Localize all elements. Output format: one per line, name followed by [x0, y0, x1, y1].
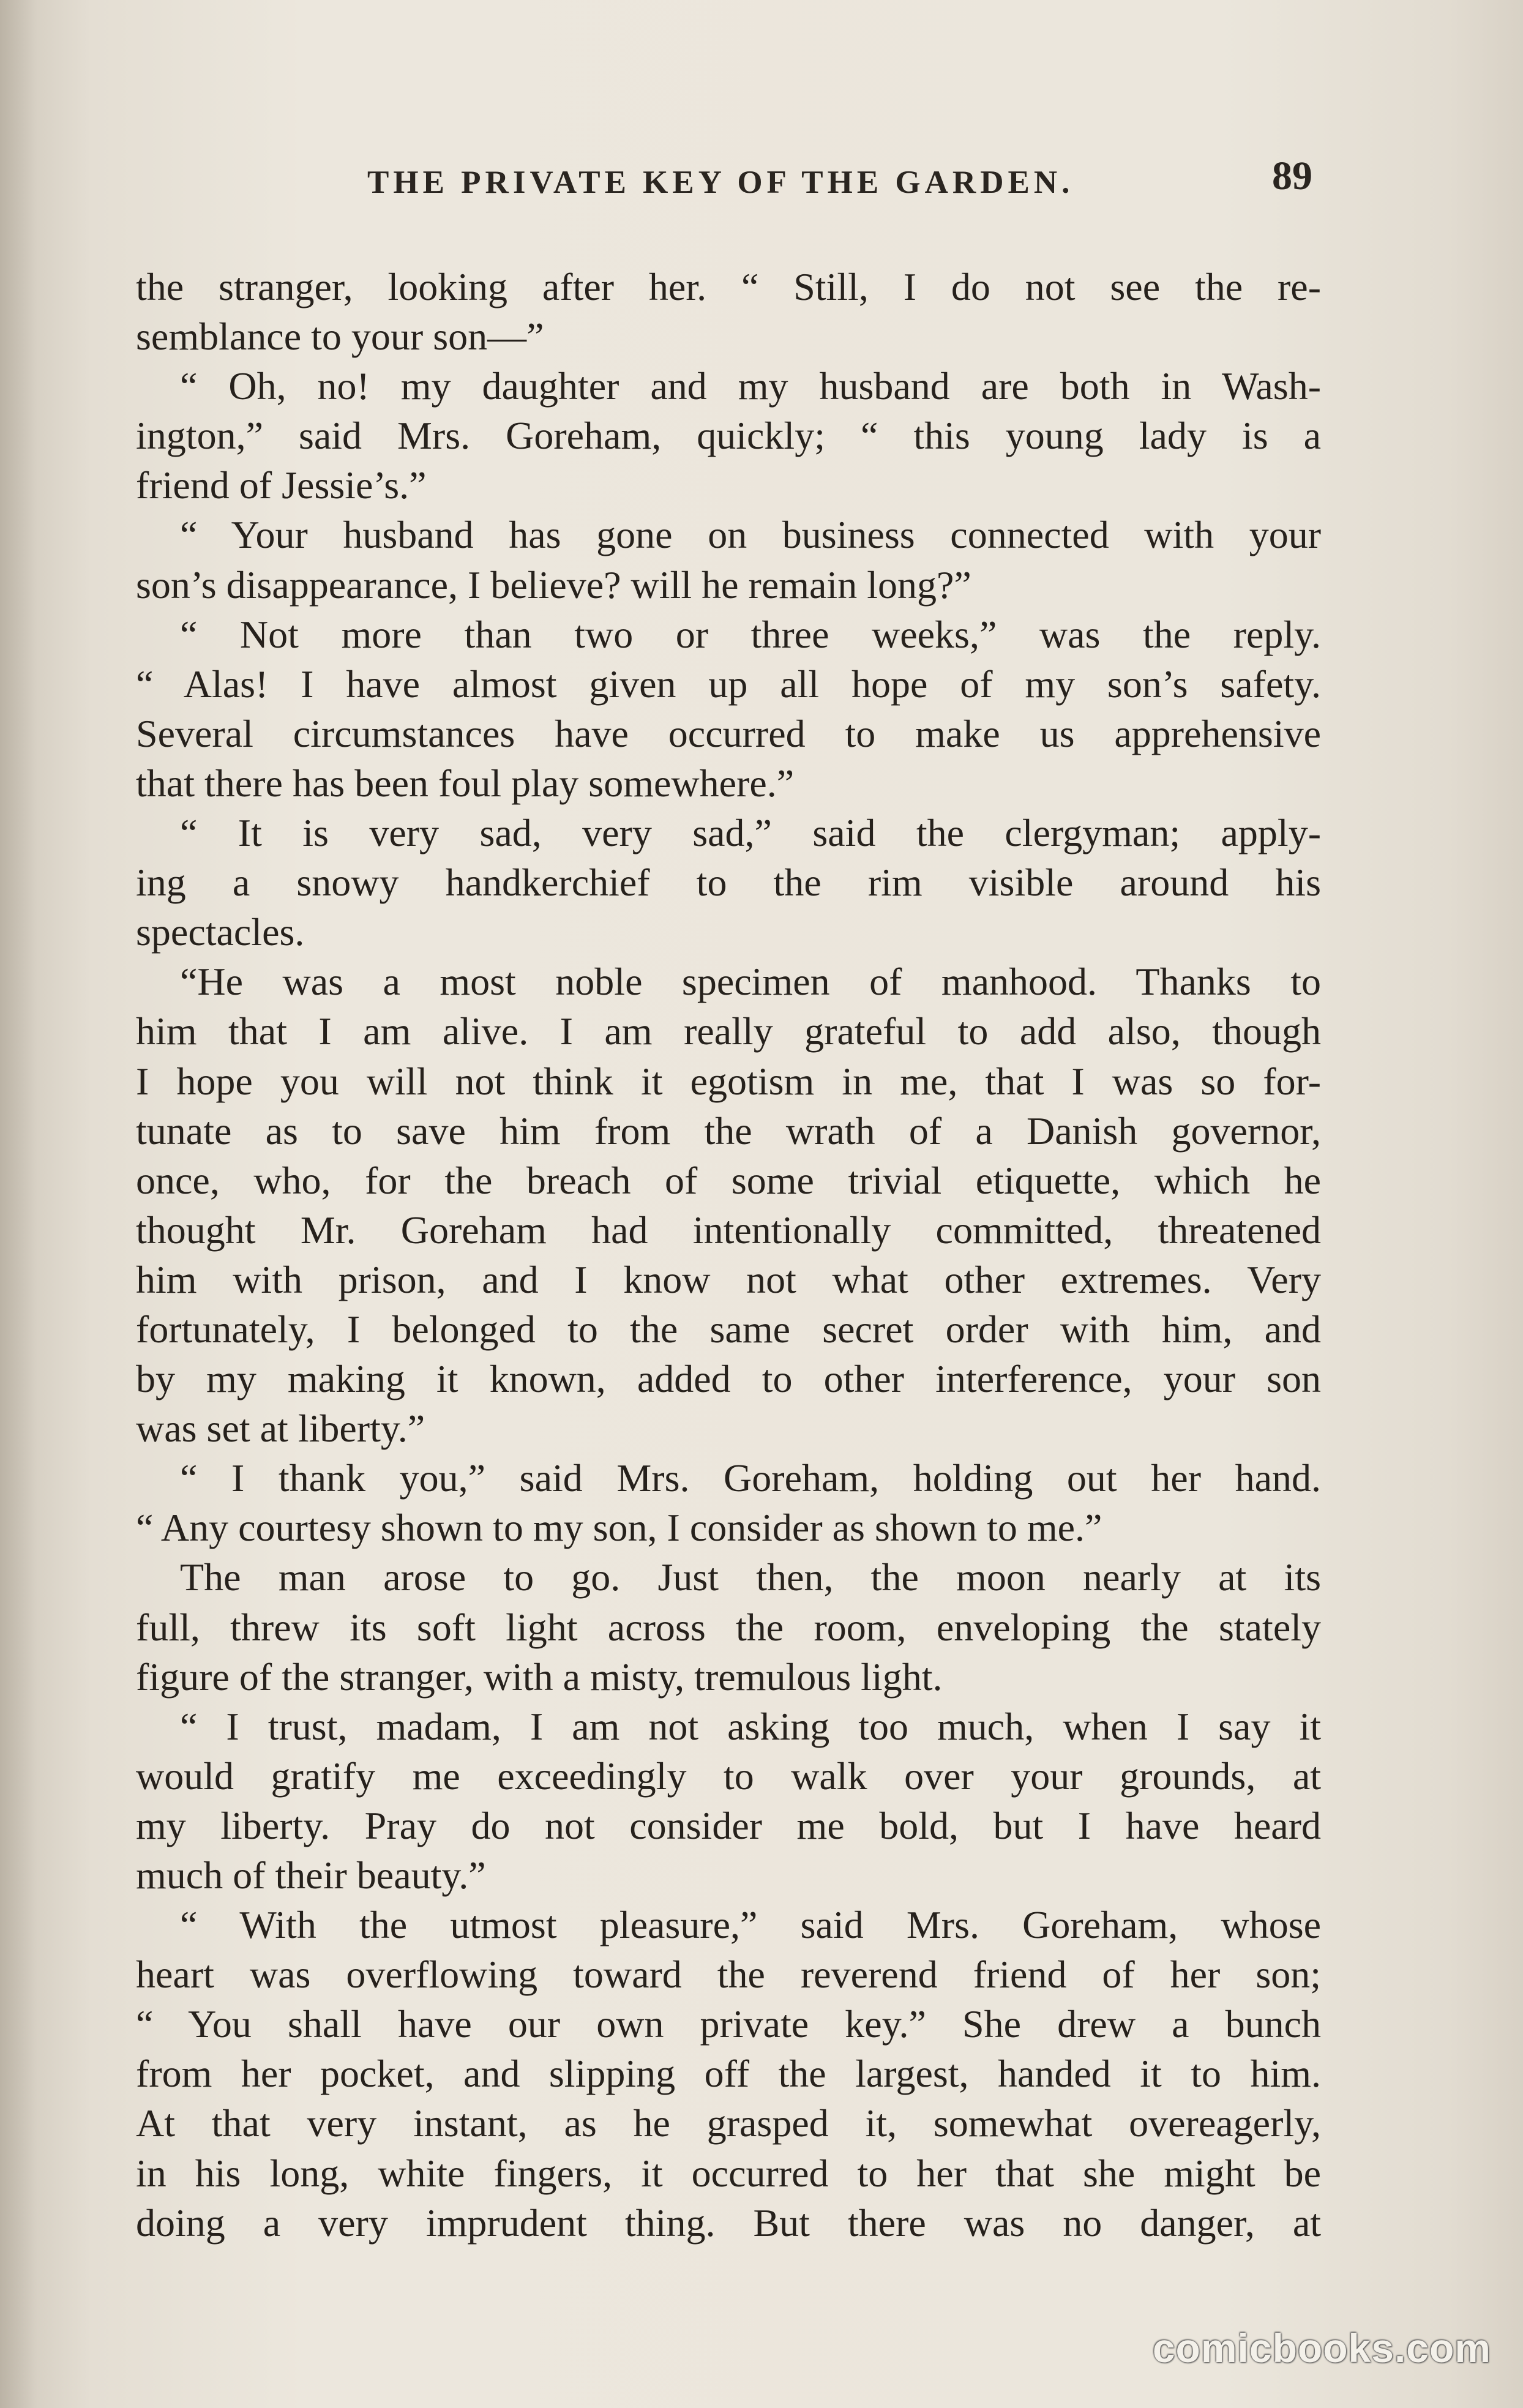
text-line: him that I am alive. I am really grateful to add also, though	[136, 1009, 1321, 1053]
text-line: “ Your husband has gone on business connected with your	[180, 513, 1321, 557]
text-line: once, who, for the breach of some trivial etiquette, which he	[136, 1158, 1321, 1202]
text-line: The man arose to go. Just then, the moon nearly at its	[180, 1555, 1321, 1599]
text-line: ing a snowy handkerchief to the rim visible around his	[136, 861, 1321, 905]
text-line: “ I thank you,” said Mrs. Goreham, holding out her hand.	[180, 1456, 1321, 1500]
text-line: thought Mr. Goreham had intentionally committed, threatened	[136, 1208, 1321, 1252]
text-line: tunate as to save him from the wrath of a Danish governor,	[136, 1109, 1321, 1153]
text-line: son’s disappearance, I believe? will he remain long?”	[136, 563, 971, 607]
text-line: spectacles.	[136, 910, 305, 954]
text-line: “ Oh, no! my daughter and my husband are both in Wash-	[180, 364, 1321, 408]
text-line: my liberty. Pray do not consider me bold, but I have heard	[136, 1803, 1321, 1847]
text-line: would gratify me exceedingly to walk over your grounds, at	[136, 1754, 1321, 1798]
text-line: full, threw its soft light across the room, enveloping the stately	[136, 1605, 1321, 1649]
text-line: fortunately, I belonged to the same secret order with him, and	[136, 1307, 1321, 1351]
watermark: comicbooks.com	[1152, 2325, 1491, 2371]
text-line: much of their beauty.”	[136, 1853, 486, 1897]
text-line: At that very instant, as he grasped it, somewhat overeagerly,	[136, 2101, 1321, 2145]
text-line: in his long, white fingers, it occurred to her that she might be	[136, 2151, 1321, 2195]
running-title: THE PRIVATE KEY OF THE GARDEN.	[367, 165, 1074, 200]
body-text	[136, 262, 1321, 2248]
text-line: that there has been foul play somewhere.”	[136, 761, 795, 805]
text-line: “He was a most noble specimen of manhood. Thanks to	[180, 960, 1321, 1004]
text-line: doing a very imprudent thing. But there was no danger, at	[136, 2200, 1321, 2245]
text-line: ington,” said Mrs. Goreham, quickly; “ this young lady is a	[136, 414, 1321, 458]
text-line: “ I trust, madam, I am not asking too much, when I say it	[180, 1704, 1321, 1748]
text-line: figure of the stranger, with a misty, tremulous light.	[136, 1655, 943, 1699]
text-line: semblance to your son—”	[136, 315, 544, 359]
text-line: by my making it known, added to other interference, your son	[136, 1357, 1321, 1401]
text-line: Several circumstances have occurred to make us apprehensive	[136, 711, 1321, 755]
text-line: heart was overflowing toward the reverend friend of her son;	[136, 1953, 1321, 1997]
text-line: friend of Jessie’s.”	[136, 463, 427, 507]
text-line: “ It is very sad, very sad,” said the clergyman; apply-	[180, 811, 1321, 855]
text-line: “ Alas! I have almost given up all hope of my son’s safety.	[136, 662, 1321, 706]
text-line: him with prison, and I know not what other extremes. Very	[136, 1257, 1321, 1301]
text-line: “ Any courtesy shown to my son, I consider as shown to me.”	[136, 1506, 1102, 1550]
text-line: the stranger, looking after her. “ Still, I do not see the re-	[136, 265, 1321, 308]
text-line: I hope you will not think it egotism in me, that I was so for-	[136, 1059, 1321, 1103]
text-line: was set at liberty.”	[136, 1407, 425, 1451]
text-line: from her pocket, and slipping off the largest, handed it to him.	[136, 2052, 1321, 2096]
text-line: “ With the utmost pleasure,” said Mrs. Goreham, whose	[180, 1903, 1321, 1947]
text-line: “ Not more than two or three weeks,” was the reply.	[180, 612, 1321, 656]
text-line: “ You shall have our own private key.” She drew a bunch	[136, 2002, 1321, 2046]
page-number: 89	[1272, 154, 1312, 198]
